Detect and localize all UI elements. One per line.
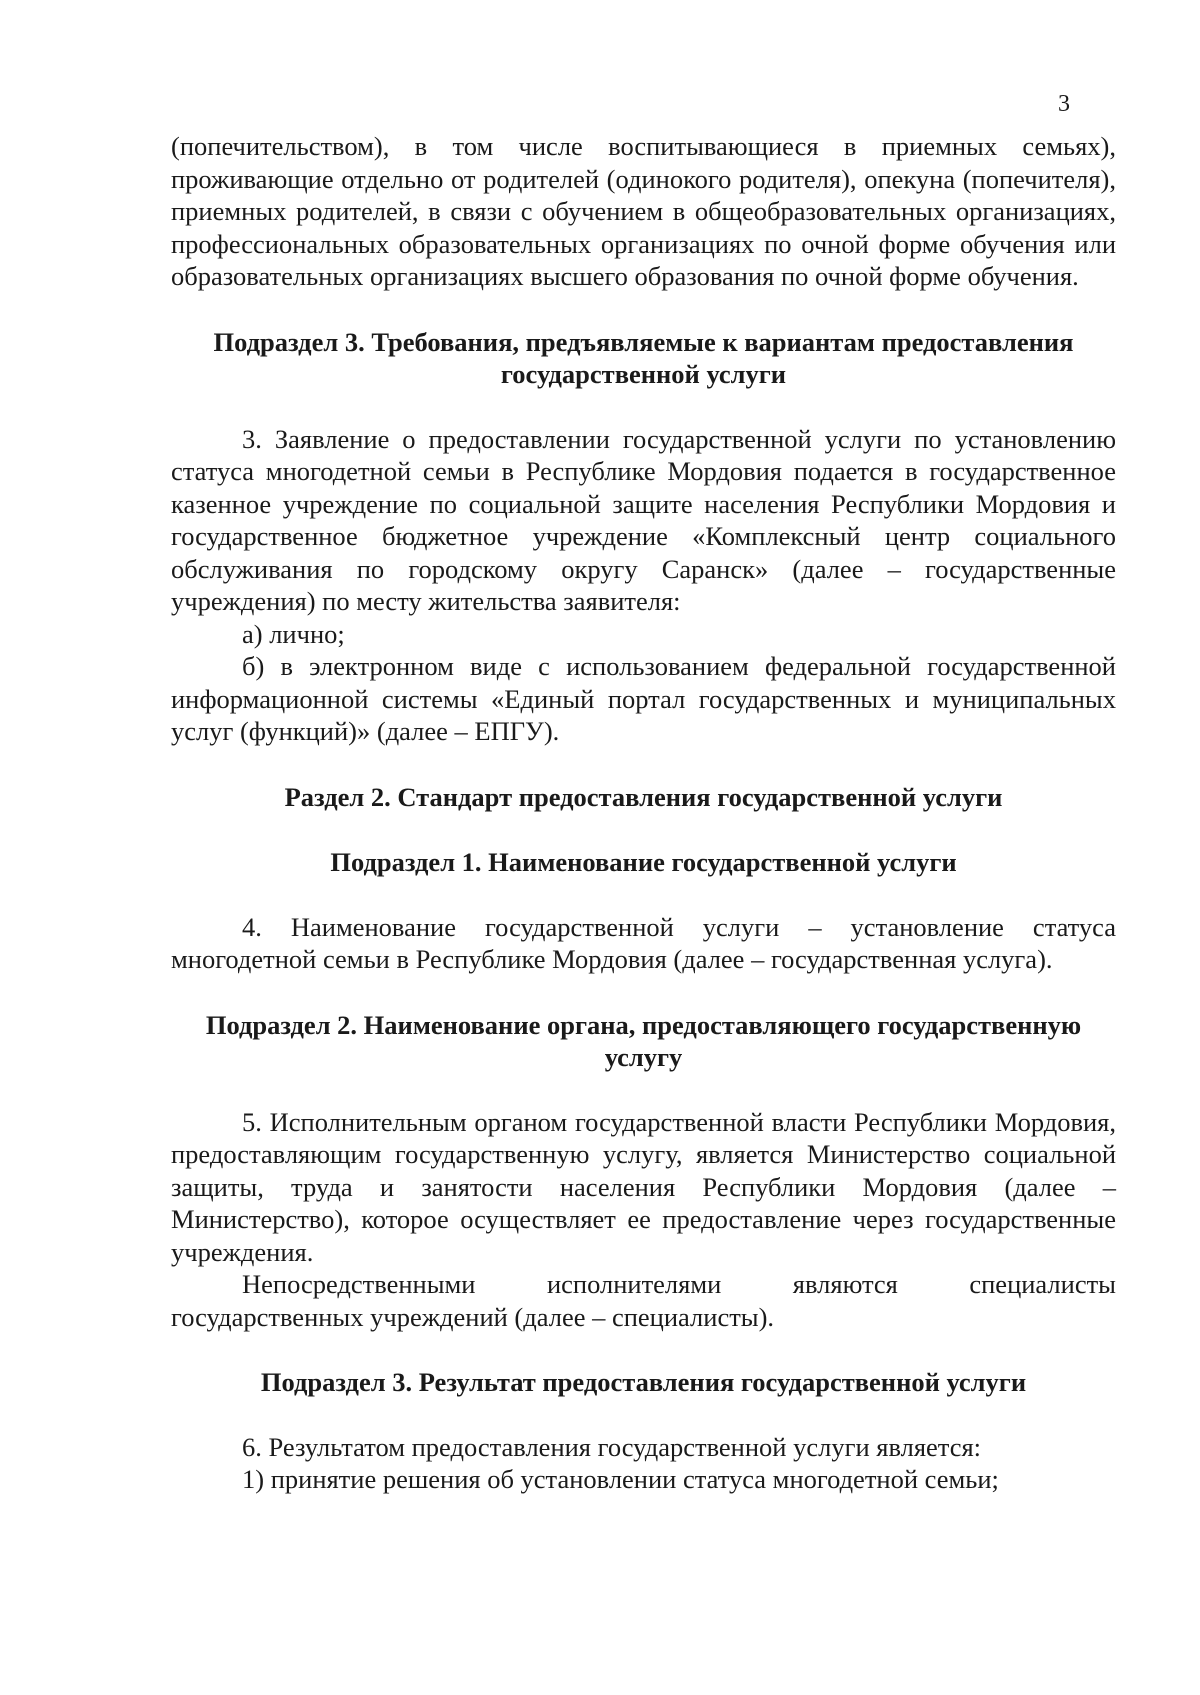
heading-section2: Раздел 2. Стандарт предоставления государственной услуги <box>284 781 1003 812</box>
spacer <box>171 976 1116 1009</box>
item5-executors: Непосредственными исполнителями являются специалисты государственных учреждений (далее – специалисты). <box>171 1269 1116 1332</box>
spacer <box>171 748 1116 781</box>
spacer <box>171 1074 1116 1106</box>
spacer <box>171 1333 1116 1366</box>
item4-paragraph: 4. Наименование государственной услуги – установление статуса многодетной семьи в Республике Мордовия (далее – государственная услуга). <box>171 911 1116 974</box>
heading-subsection1-name: Подраздел 1. Наименование государственной услуги <box>330 847 957 877</box>
heading-subsection3-result: Подраздел 3. Результат предоставления государственной услуги <box>260 1367 1027 1397</box>
item6-point1: 1) принятие решения об установлении статуса многодетной семьи; <box>242 1464 999 1494</box>
item3-option-b: б) в электронном виде с использованием федеральной государственной информационной системы «Единый портал государственных и муниципальных услуг (функций)» (далее – ЕПГУ). <box>171 651 1116 746</box>
spacer <box>171 879 1116 911</box>
spacer <box>171 813 1116 846</box>
spacer <box>171 1399 1116 1431</box>
heading-subsection3-requirements: Подраздел 3. Требования, предъявляемые к вариантам предоставления государственной услуги <box>213 326 1074 389</box>
page-number: 3 <box>1058 91 1070 117</box>
item3-option-a: а) лично; <box>242 618 345 649</box>
intro-paragraph: (попечительством), в том числе воспитывающиеся в приемных семьях), проживающие отдельно от родителей (одинокого родителя), опекуна (попечителя), приемных родителей, в связи с обучением в общеобразовательных организациях, профессиональных образовательных организациях по очной форме обучения или образовательных организациях высшего образования по очной форме обучения. <box>171 131 1116 291</box>
item5-paragraph: 5. Исполнительным органом государственной власти Республики Мордовия, предоставляющим государственную услугу, является Министерство социальной защиты, труда и занятости населения Республики Мордовия (далее – Министерство), которое осуществляет ее предоставление через государственные учреждения. <box>171 1106 1116 1267</box>
item3-paragraph: 3. Заявление о предоставлении государственной услуги по установлению статуса многодетной семьи в Республике Мордовия подается в государственное казенное учреждение по социальной защите населения Республики Мордовия и государственное бюджетное учреждение «Комплексный центр социального обслуживания по городскому округу Саранск» (далее – государственные учреждения) по месту жительства заявителя: <box>171 423 1116 616</box>
heading-subsection2-body: Подраздел 2. Наименование органа, предоставляющего государственную услугу <box>205 1009 1082 1072</box>
item6-paragraph: 6. Результатом предоставления государственной услуги является: <box>242 1431 982 1462</box>
spacer <box>171 391 1116 423</box>
spacer <box>171 293 1116 326</box>
document-body <box>171 130 1116 1496</box>
